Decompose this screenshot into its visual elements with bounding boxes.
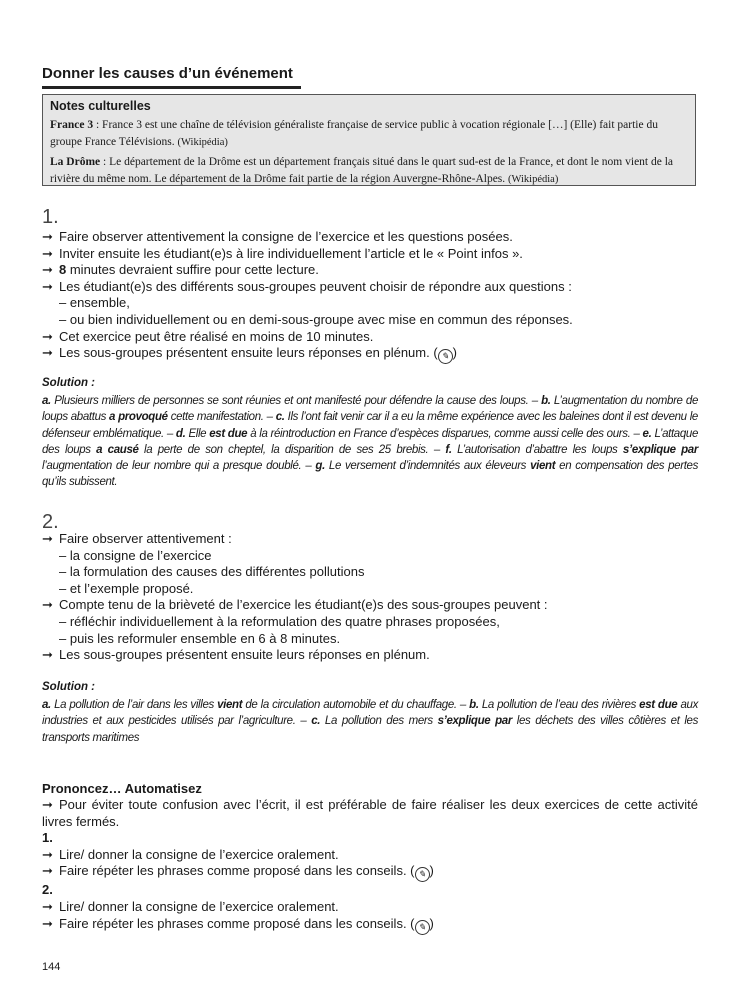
note-france3 — [50, 117, 687, 151]
instruction-line: ➞ Lire/ donner la consigne de l’exercice oralement. — [42, 898, 339, 914]
title-underline — [42, 86, 301, 89]
prononcez-intro: ➞ Pour éviter toute confusion avec l’écrit, il est préférable de faire réaliser les deux exercices de cette activité livres fermés. — [42, 797, 698, 829]
note-source: (Wikipédia) — [177, 137, 228, 148]
instruction-sub-line: – la consigne de l’exercice — [59, 547, 212, 563]
note-term: La Drôme — [50, 156, 101, 168]
arrow-icon: ➞ — [42, 328, 53, 344]
arrow-icon: ➞ — [42, 797, 53, 812]
note-term: France 3 — [50, 119, 94, 131]
arrow-icon: ➞ — [42, 915, 53, 931]
instruction-line: ➞ Les sous-groupes présentent ensuite leurs réponses en plénum. ( ✎ ) — [42, 345, 698, 364]
instruction-line: ➞ Inviter ensuite les étudiant(e)s à lire individuellement l’article et le « Point infos ». — [42, 245, 523, 261]
section-2-solution-heading: Solution : — [42, 681, 96, 693]
prononcez-instructions — [42, 797, 698, 935]
prononcez-exercise-1-number: 1. — [42, 830, 53, 846]
section-1-solution-heading: Solution : — [42, 377, 96, 389]
arrow-icon: ➞ — [42, 262, 53, 278]
prononcez-heading: Prononcez… Automatisez — [42, 781, 202, 796]
arrow-icon: ➞ — [42, 863, 53, 879]
prononcez-exercise-2-number: 2. — [42, 882, 53, 898]
section-2-number: 2. — [42, 511, 59, 533]
instruction-line: ➞ Les sous-groupes présentent ensuite leurs réponses en plénum. — [42, 647, 430, 663]
instruction-line: ➞ Faire répéter les phrases comme proposé dans les conseils. ( ✎ ) — [42, 863, 698, 882]
arrow-icon: ➞ — [42, 898, 53, 914]
arrow-icon: ➞ — [42, 229, 53, 244]
instruction-sub-line: – réfléchir individuellement à la reformulation des quatre phrases proposées, — [59, 613, 500, 629]
instruction-line: ➞ Cet exercice peut être réalisé en moins de 10 minutes. — [42, 328, 374, 344]
page-title: Donner les causes d’un événement — [42, 65, 293, 82]
page-number: 144 — [42, 961, 61, 973]
instruction-sub-line: – ensemble, — [59, 295, 130, 311]
section-1-solution: a. Plusieurs milliers de personnes se sont réunies et ont manifesté pour défendre la cause des loups. – b. L’augmentation du nombre de loups abattus a provoqué cette manifestation. – c. Ils l’ont fait venir car il a eu la même expérience avec les baleines dont il est devenu le défenseur emblématique. – d. Elle est due à la réintroduction en France d’espèces disparues, comme aussi celle des ours. – e. L’attaque des loups a causé la perte de son cheptel, la disparition de ses 25 brebis. – f. L’autorisation d’abattre les loups s’explique par l’augmentation de leur nombre qui a presque doublé. – g. Le versement d’indemnités aux éleveurs vient en compensation des pertes qu’ils subissent. — [42, 395, 698, 489]
arrow-icon: ➞ — [42, 846, 53, 862]
note-text: : France 3 est une chaîne de télévision généraliste française de service public à vocation régionale […] (Elle) fait partie du groupe France Télévisions. — [50, 119, 658, 148]
instruction-line: ➞ Faire observer attentivement : — [42, 531, 232, 546]
instruction-line: ➞ Lire/ donner la consigne de l’exercice oralement. — [42, 846, 339, 862]
arrow-icon: ➞ — [42, 278, 53, 294]
instruction-sub-line: – puis les reformuler ensemble en 6 à 8 minutes. — [59, 630, 341, 646]
instruction-line: ➞ 8 minutes devraient suffire pour cette lecture. — [42, 262, 319, 278]
instruction-line: ➞ Compte tenu de la brièveté de l’exercice les étudiant(e)s des sous-groupes peuvent : — [42, 597, 548, 613]
audio-cd-icon: ✎ — [415, 920, 430, 935]
instruction-line: ➞ Faire observer attentivement la consigne de l’exercice et les questions posées. — [42, 229, 513, 244]
note-source: (Wikipédia) — [508, 174, 559, 185]
instruction-line: ➞ Les étudiant(e)s des différents sous-groupes peuvent choisir de répondre aux questions : — [42, 278, 572, 294]
instruction-sub-line: – et l’exemple proposé. — [59, 580, 194, 596]
section-2-solution: a. La pollution de l’air dans les villes vient de la circulation automobile et du chauffage. – b. La pollution de l’eau des rivières est due aux industries et aux pesticides utilisés par l’agriculture. – c. La pollution des mers s’explique par les déchets des villes côtières et les transports maritimes — [42, 699, 699, 744]
section-1-instructions — [42, 229, 698, 364]
arrow-icon: ➞ — [42, 245, 53, 261]
note-drome — [50, 154, 687, 188]
notes-heading: Notes culturelles — [50, 99, 151, 113]
instruction-sub-line: – ou bien individuellement ou en demi-sous-groupe avec mise en commun des réponses. — [59, 311, 573, 327]
arrow-icon: ➞ — [42, 647, 53, 663]
instruction-line: ➞ Faire répéter les phrases comme proposé dans les conseils. ( ✎ ) — [42, 916, 698, 935]
arrow-icon: ➞ — [42, 531, 53, 546]
note-text: : Le département de la Drôme est un département français situé dans le quart sud-est de la France, et dont le nom vient de la rivière du même nom. Le département de la Drôme fait partie de la région Auvergne-Rhône-Alpes. — [50, 156, 674, 185]
section-2-instructions — [42, 531, 698, 664]
audio-cd-icon: ✎ — [415, 867, 430, 882]
audio-cd-icon: ✎ — [438, 349, 453, 364]
cultural-notes-box — [42, 94, 696, 186]
arrow-icon: ➞ — [42, 597, 53, 613]
section-1-number: 1. — [42, 206, 59, 228]
instruction-sub-line: – la formulation des causes des différentes pollutions — [59, 564, 365, 580]
arrow-icon: ➞ — [42, 345, 53, 361]
